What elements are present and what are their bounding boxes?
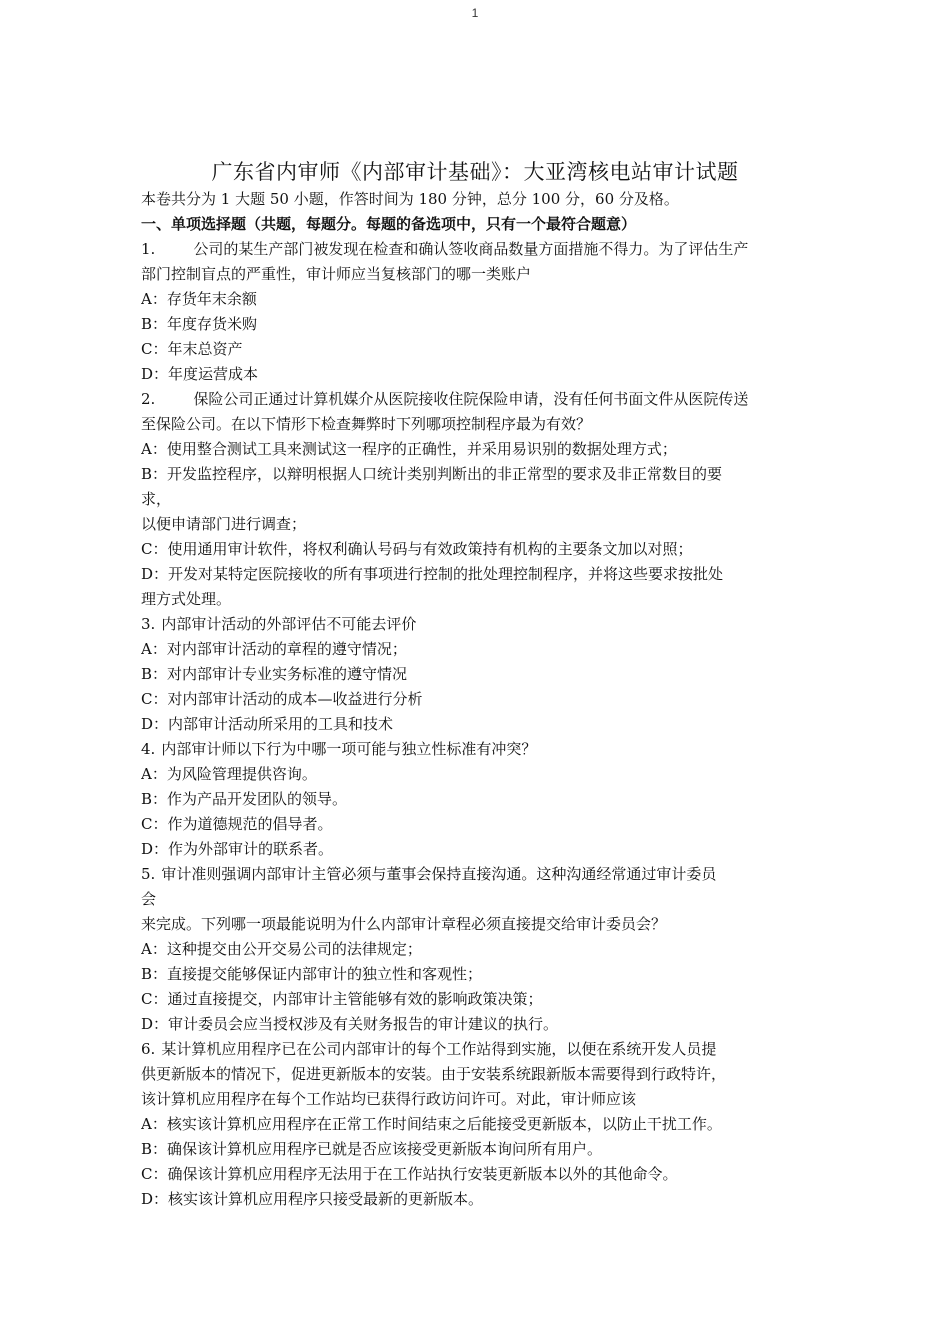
section-heading: 一、单项选择题（共题，每题分。每题的备选项中，只有一个最符合题意） (141, 215, 637, 233)
option-b: B：年度存货米购 (141, 315, 258, 333)
option-d: D：年度运营成本 (141, 365, 259, 383)
page-number: 1 (471, 6, 479, 20)
option-a: A：使用整合测试工具来测试这一程序的正确性，并采用易识别的数据处理方式； (141, 440, 677, 458)
question-stem-line: 来完成。下列哪一项最能说明为什么内部审计章程必须直接提交给审计委员会？ (141, 915, 667, 933)
option-d: D：核实该计算机应用程序只接受最新的更新版本。 (141, 1190, 484, 1208)
exam-intro: 本卷共分为 1 大题 50 小题，作答时间为 180 分钟，总分 100 分，60 分及格。 (141, 190, 679, 208)
question-3 (141, 612, 813, 737)
option-c: C：作为道德规范的倡导者。 (141, 815, 333, 833)
option-d: D：开发对某特定医院接收的所有事项进行控制的批处理控制程序，并将这些要求按批处 (141, 565, 724, 583)
question-stem-line: 供更新版本的情况下，促进更新版本的安装。由于安装系统跟新版本需要得到行政特许， (141, 1065, 727, 1083)
question-stem-line (141, 612, 813, 637)
question-number: 1. (141, 240, 156, 258)
option-d: D：作为外部审计的联系者。 (141, 840, 334, 858)
option-b: B：直接提交能够保证内部审计的独立性和客观性； (141, 965, 483, 983)
question-text: 公司的某生产部门被发现在检查和确认签收商品数量方面措施不得力。为了评估生产 (193, 240, 749, 258)
option-c: C：通过直接提交，内部审计主管能够有效的影响政策决策； (141, 990, 543, 1008)
option-a: A：存货年末余额 (141, 290, 257, 308)
option-a: A：为风险管理提供咨询。 (141, 765, 317, 783)
option-b: B：对内部审计专业实务标准的遵守情况 (141, 665, 408, 683)
option-b: B：开发监控程序，以辩明根据人口统计类别判断出的非正常型的要求及非正常数目的要 (141, 465, 723, 483)
question-number: 6. (141, 1040, 156, 1058)
option-d-continued: 理方式处理。 (141, 590, 232, 608)
question-1 (141, 237, 813, 387)
question-stem-line (141, 862, 813, 887)
question-4 (141, 737, 813, 862)
option-c: C：年末总资产 (141, 340, 243, 358)
option-b: B：确保该计算机应用程序已就是否应该接受更新版本询问所有用户。 (141, 1140, 603, 1158)
option-c: C：对内部审计活动的成本—收益进行分析 (141, 690, 423, 708)
question-stem-line (141, 387, 813, 412)
option-c: C：确保该计算机应用程序无法用于在工作站执行安装更新版本以外的其他命令。 (141, 1165, 678, 1183)
option-d: D：内部审计活动所采用的工具和技术 (141, 715, 394, 733)
question-text: 审计准则强调内部审计主管必须与董事会保持直接沟通。这种沟通经常通过审计委员 (161, 865, 717, 883)
question-number: 3. (141, 615, 156, 633)
question-stem-line: 部门控制盲点的严重性，审计师应当复核部门的哪一类账户 (141, 265, 532, 283)
question-number: 5. (141, 865, 156, 883)
question-stem-line: 至保险公司。在以下情形下检查舞弊时下列哪项控制程序最为有效？ (141, 415, 592, 433)
question-stem-line (141, 1037, 813, 1062)
document-title: 广东省内审师《内部审计基础》：大亚湾核电站审计试题 (211, 160, 739, 185)
question-5 (141, 862, 813, 1037)
question-2 (141, 387, 813, 612)
option-b: B：作为产品开发团队的领导。 (141, 790, 348, 808)
question-6 (141, 1037, 813, 1212)
option-c: C：使用通用审计软件，将权利确认号码与有效政策持有机构的主要条文加以对照； (141, 540, 693, 558)
question-number: 2. (141, 390, 156, 408)
question-stem-line: 该计算机应用程序在每个工作站均已获得行政访问许可。对此，审计师应该 (141, 1090, 637, 1108)
question-stem-line (141, 237, 813, 262)
question-text: 内部审计师以下行为中哪一项可能与独立性标准有冲突？ (161, 740, 537, 758)
option-d: D：审计委员会应当授权涉及有关财务报告的审计建议的执行。 (141, 1015, 559, 1033)
question-stem-line (141, 737, 813, 762)
option-b-continued: 以便申请部门进行调查； (141, 515, 307, 533)
option-a: A：这种提交由公开交易公司的法律规定； (141, 940, 422, 958)
document-body (141, 187, 813, 1212)
question-text: 保险公司正通过计算机媒介从医院接收住院保险申请，没有任何书面文件从医院传送 (193, 390, 749, 408)
question-stem-line: 会 (141, 890, 157, 908)
option-a: A：核实该计算机应用程序在正常工作时间结束之后能接受更新版本，以防止干扰工作。 (141, 1115, 722, 1133)
question-text: 某计算机应用程序已在公司内部审计的每个工作站得到实施，以便在系统开发人员提 (161, 1040, 717, 1058)
question-text: 内部审计活动的外部评估不可能去评价 (161, 615, 417, 633)
question-number: 4. (141, 740, 156, 758)
option-a: A：对内部审计活动的章程的遵守情况； (141, 640, 407, 658)
option-b-continued: 求， (141, 490, 172, 508)
